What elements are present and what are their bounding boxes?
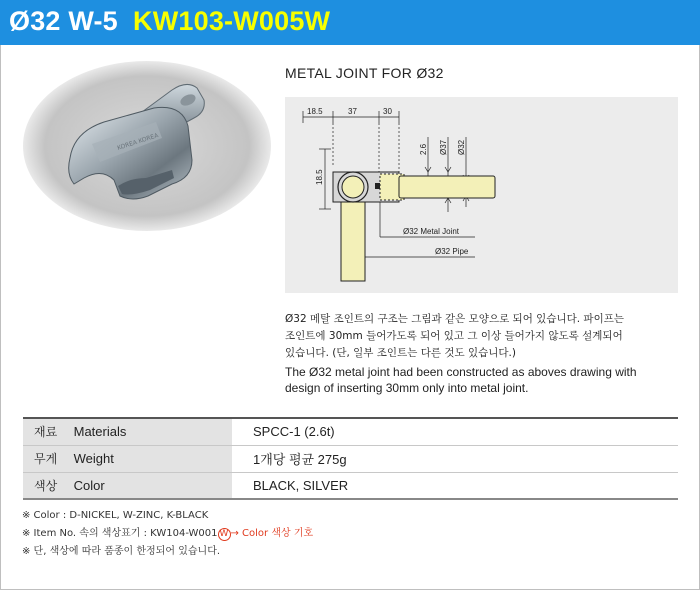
spec-key-materials: 재료 Materials: [23, 418, 232, 445]
dim-o37: Ø37: [439, 139, 448, 155]
product-photo: [22, 60, 272, 232]
model-code: KW103-W005W: [133, 6, 331, 36]
desc-ko-line1: Ø32 메탈 조인트의 구조는 그림과 같은 모양으로 되어 있습니다. 파이프는: [285, 313, 625, 325]
spec-value-color: BLACK, SILVER: [253, 477, 349, 493]
dim-2-6: 2.6: [419, 143, 428, 155]
spec-value-materials: SPCC-1 (2.6t): [253, 424, 335, 440]
table-row: [23, 472, 678, 499]
color-code-circle: W: [218, 528, 231, 541]
spec-title: METAL JOINT FOR Ø32: [285, 65, 444, 81]
color-code-label: → Color 색상 기호: [230, 528, 314, 539]
note-color-codes: ※ Color : D-NICKEL, W-ZINC, K-BLACK: [22, 510, 209, 521]
desc-en-line1: The Ø32 metal joint had been constructed as aboves drawing with: [285, 365, 637, 379]
model-prefix: Ø32 W-5: [9, 6, 118, 36]
spec-value-weight: 1개당 평균 275g: [253, 452, 347, 467]
spec-key-weight: 무게 Weight: [23, 445, 232, 472]
dim-o32: Ø32: [457, 139, 466, 155]
description-korean: [285, 311, 685, 362]
label-metal-joint: Ø32 Metal Joint: [403, 227, 460, 236]
spec-key-color: 색상 Color: [23, 472, 232, 499]
dim-37: 37: [348, 107, 357, 116]
desc-ko-line2: 조인트에 30mm 들어가도록 되어 있고 그 이상 들어가지 않도록 설계되어: [285, 330, 623, 342]
note-item-number: ※ Item No. 속의 색상표기 : KW104-W001 W → Color 색상 기호: [22, 528, 314, 539]
table-row: [23, 445, 678, 472]
title-bar: [0, 0, 700, 45]
desc-ko-line3: 있습니다. (단, 일부 조인트는 다른 것도 있습니다.): [285, 347, 516, 359]
spec-table: [23, 417, 678, 500]
label-pipe: Ø32 Pipe: [435, 247, 469, 256]
svg-text:KOREA KOREA: KOREA KOREA: [116, 132, 160, 152]
dim-18-5-left: 18.5: [315, 169, 324, 185]
description-english: [285, 364, 685, 396]
dim-18-5-top: 18.5: [307, 107, 323, 116]
notes: [22, 507, 313, 561]
dim-30: 30: [383, 107, 392, 116]
table-row: [23, 418, 678, 445]
desc-en-line2: design of inserting 30mm only into metal joint.: [285, 381, 529, 395]
note-limitation: ※ 단, 색상에 따라 품종이 한정되어 있습니다.: [22, 546, 221, 557]
technical-drawing: [285, 97, 678, 293]
